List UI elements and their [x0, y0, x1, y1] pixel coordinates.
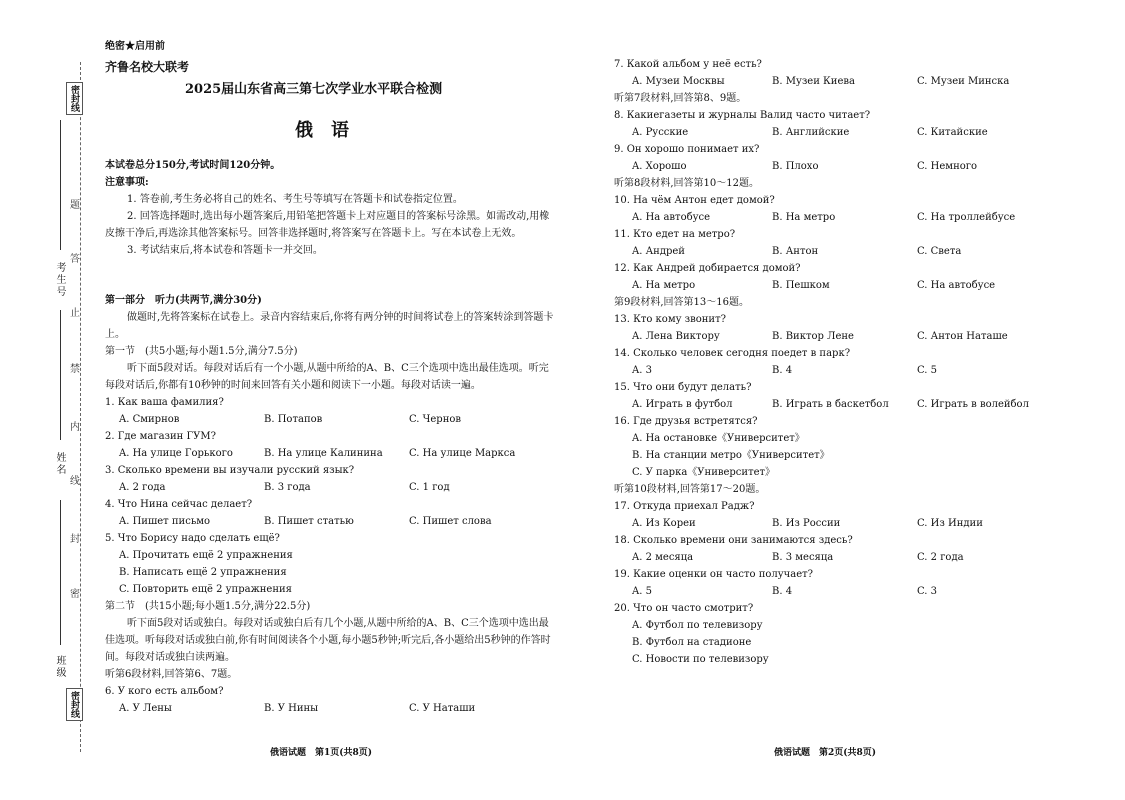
question-20: 20. Что он часто смотрит? — [614, 603, 754, 614]
question-9: 9. Он хорошо понимает их? — [614, 144, 760, 155]
option-b[interactable]: B. Плохо — [772, 161, 819, 172]
options-1 — [105, 411, 555, 428]
page-2 — [614, 0, 1034, 800]
question-15: 15. Что они будут делать? — [614, 382, 752, 393]
option-b[interactable]: B. Играть в баскетбол — [772, 399, 889, 410]
option-c[interactable]: C. Антон Наташе — [917, 331, 1008, 342]
options-11 — [614, 243, 1034, 260]
options-9 — [614, 158, 1034, 175]
material-9: 第9段材料,回答第13～16题。 — [614, 297, 749, 308]
question-17: 17. Откуда приехал Радж? — [614, 501, 755, 512]
option-b[interactable]: B. Потапов — [264, 414, 323, 425]
option-b[interactable]: B. Антон — [772, 246, 819, 257]
part1-title: 第一部分 听力(共两节,满分30分) — [105, 295, 262, 306]
options-18 — [614, 549, 1034, 566]
option-c[interactable]: C. Играть в волейбол — [917, 399, 1029, 410]
option-a[interactable]: A. 2 месяца — [632, 552, 694, 563]
option-a[interactable]: A. 3 — [632, 365, 652, 376]
exam-info — [105, 157, 555, 259]
section1-title: 第一节 (共5小题;每小题1.5分,满分7.5分) — [105, 346, 298, 357]
question-3: 3. Сколько времени вы изучали русский язык? — [105, 465, 355, 476]
exam-no-label: 考生号 — [54, 262, 65, 298]
option-b[interactable]: B. 4 — [772, 586, 793, 597]
notes-title: 注意事项: — [105, 177, 149, 188]
option-c[interactable]: C. Новости по телевизору — [632, 654, 769, 665]
options-14 — [614, 362, 1034, 379]
option-a[interactable]: A. Прочитать ещё 2 упражнения — [119, 550, 293, 561]
option-c[interactable]: C. На троллейбусе — [917, 212, 1016, 223]
exam-no-blank — [60, 120, 61, 250]
option-a[interactable]: A. Андрей — [632, 246, 685, 257]
option-b[interactable]: B. На станции метро《Университет》 — [632, 450, 830, 461]
option-a[interactable]: A. 2 года — [119, 482, 166, 493]
score-time: 本试卷总分150分,考试时间120分钟。 — [105, 160, 281, 171]
question-18: 18. Сколько времени они занимаются здесь? — [614, 535, 853, 546]
exam-title: 2025届山东省高三第七次学业水平联合检测 — [185, 82, 443, 97]
option-b[interactable]: B. На улице Калинина — [264, 448, 383, 459]
question-7: 7. Какой альбом у неё есть? — [614, 59, 762, 70]
option-c[interactable]: C. Немного — [917, 161, 978, 172]
warning-char: 禁 — [70, 364, 80, 375]
question-10: 10. На чём Антон едет домой? — [614, 195, 775, 206]
options-2 — [105, 445, 555, 462]
material-6: 听第6段材料,回答第6、7题。 — [105, 669, 238, 680]
class-blank — [60, 500, 61, 645]
option-a[interactable]: A. Смирнов — [119, 414, 180, 425]
options-15 — [614, 396, 1034, 413]
option-c[interactable]: C. 3 — [917, 586, 938, 597]
question-14: 14. Сколько человек сегодня поедет в парк? — [614, 348, 851, 359]
question-16: 16. Где друзья встретятся? — [614, 416, 758, 427]
section2-intro: 听下面5段对话或独白。每段对话或独白后有几个小题,从题中所给的A、B、C三个选项中选出最佳选项。听每段对话或独白前,你有时间阅读各个小题,每小题5秒钟;听完后,各小题给出5秒钟的作答时间。每段对话或独白读两遍。 — [105, 618, 551, 663]
question-1: 1. Как ваша фамилия? — [105, 397, 224, 408]
question-8: 8. Какиегазеты и журналы Валид часто читает? — [614, 110, 871, 121]
seal-label-bottom: 密封线 — [66, 688, 83, 721]
material-8: 听第8段材料,回答第10～12题。 — [614, 178, 759, 189]
warning-char: 止 — [70, 308, 80, 319]
question-5: 5. Что Борису надо сделать ещё? — [105, 533, 280, 544]
option-b[interactable]: B. Музеи Киева — [772, 76, 855, 87]
option-b[interactable]: B. Написать ещё 2 упражнения — [119, 567, 287, 578]
question-13: 13. Кто кому звонит? — [614, 314, 726, 325]
subject-title: 俄 语 — [295, 120, 349, 141]
option-c[interactable]: C. У парка《Университет》 — [632, 467, 776, 478]
note-item: 1. 答卷前,考生务必将自己的姓名、考生号等填写在答题卡和试卷指定位置。 — [127, 194, 463, 205]
question-19: 19. Какие оценки он часто получает? — [614, 569, 813, 580]
option-b[interactable]: B. 3 месяца — [772, 552, 834, 563]
option-c[interactable]: C. Пишет слова — [409, 516, 492, 527]
option-c[interactable]: C. Света — [917, 246, 962, 257]
option-c[interactable]: C. Повторить ещё 2 упражнения — [119, 584, 292, 595]
option-c[interactable]: C. На улице Маркса — [409, 448, 516, 459]
option-b[interactable]: B. Из России — [772, 518, 841, 529]
options-10 — [614, 209, 1034, 226]
option-a[interactable]: A. На метро — [632, 280, 696, 291]
part1-intro: 做题时,先将答案标在试卷上。录音内容结束后,你将有两分钟的时间将试卷上的答案转涂到答题卡上。 — [105, 312, 554, 340]
seal-line — [80, 62, 81, 752]
options-17 — [614, 515, 1034, 532]
option-a[interactable]: A. На остановке《Университет》 — [632, 433, 805, 444]
warning-char: 封 — [70, 534, 80, 545]
option-b[interactable]: B. Пешком — [772, 280, 830, 291]
option-b[interactable]: B. На метро — [772, 212, 836, 223]
option-c[interactable]: C. 2 года — [917, 552, 964, 563]
question-2: 2. Где магазин ГУМ? — [105, 431, 216, 442]
warning-char: 密 — [70, 589, 80, 600]
option-b[interactable]: B. У Нины — [264, 703, 319, 714]
material-7: 听第7段材料,回答第8、9题。 — [614, 93, 747, 104]
options-13 — [614, 328, 1034, 345]
option-a[interactable]: A. Хорошо — [632, 161, 687, 172]
seal-label-top: 密封线 — [66, 82, 83, 115]
options-4 — [105, 513, 555, 530]
question-11: 11. Кто едет на метро? — [614, 229, 736, 240]
option-c[interactable]: C. Чернов — [409, 414, 462, 425]
option-a[interactable]: A. Играть в футбол — [632, 399, 733, 410]
note-item: 3. 考试结束后,将本试卷和答题卡一并交回。 — [127, 245, 323, 256]
warning-char: 线 — [70, 476, 80, 487]
warning-char: 题 — [70, 200, 80, 211]
question-6: 6. У кого есть альбом? — [105, 686, 224, 697]
option-a[interactable]: A. На улице Горького — [119, 448, 233, 459]
option-b[interactable]: B. Виктор Лене — [772, 331, 854, 342]
option-a[interactable]: A. На автобусе — [632, 212, 711, 223]
section2-title: 第二节 (共15小题;每小题1.5分,满分22.5分) — [105, 601, 311, 612]
page-1 — [105, 0, 555, 800]
option-a[interactable]: A. Лена Виктору — [632, 331, 720, 342]
option-c[interactable]: C. 1 год — [409, 482, 450, 493]
options-8 — [614, 124, 1034, 141]
warning-char: 答 — [70, 254, 80, 265]
option-c[interactable]: C. Музеи Минска — [917, 76, 1010, 87]
organizer: 齐鲁名校大联考 — [105, 60, 190, 74]
note-item: 2. 回答选择题时,选出每小题答案后,用铅笔把答题卡上对应题目的答案标号涂黑。如需改动,用橡皮擦干净后,再选涂其他答案标号。回答非选择题时,将答案写在答题卡上。写在本试卷上无效。 — [105, 211, 550, 239]
binding-margin — [0, 0, 95, 800]
page-footer-1: 俄语试题 第1页(共8页) — [270, 748, 373, 758]
option-a[interactable]: A. У Лены — [119, 703, 172, 714]
class-label: 班级 — [54, 655, 65, 679]
name-blank — [60, 310, 61, 440]
page-footer-2: 俄语试题 第2页(共8页) — [774, 748, 877, 758]
part1 — [105, 292, 555, 717]
section1-intro: 听下面5段对话。每段对话后有一个小题,从题中所给的A、B、C三个选项中选出最佳选项。听完每段对话后,你都有10秒钟的时间来回答有关小题和阅读下一小题。每段对话读一遍。 — [105, 363, 549, 391]
option-c[interactable]: C. На автобусе — [917, 280, 996, 291]
option-a[interactable]: A. Пишет письмо — [119, 516, 211, 527]
options-6 — [105, 700, 555, 717]
option-a[interactable]: A. Музеи Москвы — [632, 76, 725, 87]
option-a[interactable]: A. Из Кореи — [632, 518, 696, 529]
option-c[interactable]: C. Из Индии — [917, 518, 983, 529]
options-12 — [614, 277, 1034, 294]
option-c[interactable]: C. У Наташи — [409, 703, 476, 714]
option-c[interactable]: C. Китайские — [917, 127, 988, 138]
option-b[interactable]: B. Английские — [772, 127, 850, 138]
material-10: 听第10段材料,回答第17～20题。 — [614, 484, 766, 495]
question-4: 4. Что Нина сейчас делает? — [105, 499, 253, 510]
option-a[interactable]: A. 5 — [632, 586, 652, 597]
secret-mark: 绝密★启用前 — [105, 41, 165, 52]
option-c[interactable]: C. 5 — [917, 365, 938, 376]
option-b[interactable]: B. 3 года — [264, 482, 311, 493]
options-19 — [614, 583, 1034, 600]
option-b[interactable]: B. Пишет статью — [264, 516, 354, 527]
option-a[interactable]: A. Футбол по телевизору — [632, 620, 763, 631]
options-3 — [105, 479, 555, 496]
option-b[interactable]: B. 4 — [772, 365, 793, 376]
option-b[interactable]: B. Футбол на стадионе — [632, 637, 752, 648]
options-7 — [614, 73, 1034, 90]
page2-content — [614, 56, 1034, 668]
name-label: 姓名 — [54, 452, 65, 476]
option-a[interactable]: A. Русские — [632, 127, 689, 138]
warning-char: 内 — [70, 422, 80, 433]
question-12: 12. Как Андрей добирается домой? — [614, 263, 801, 274]
